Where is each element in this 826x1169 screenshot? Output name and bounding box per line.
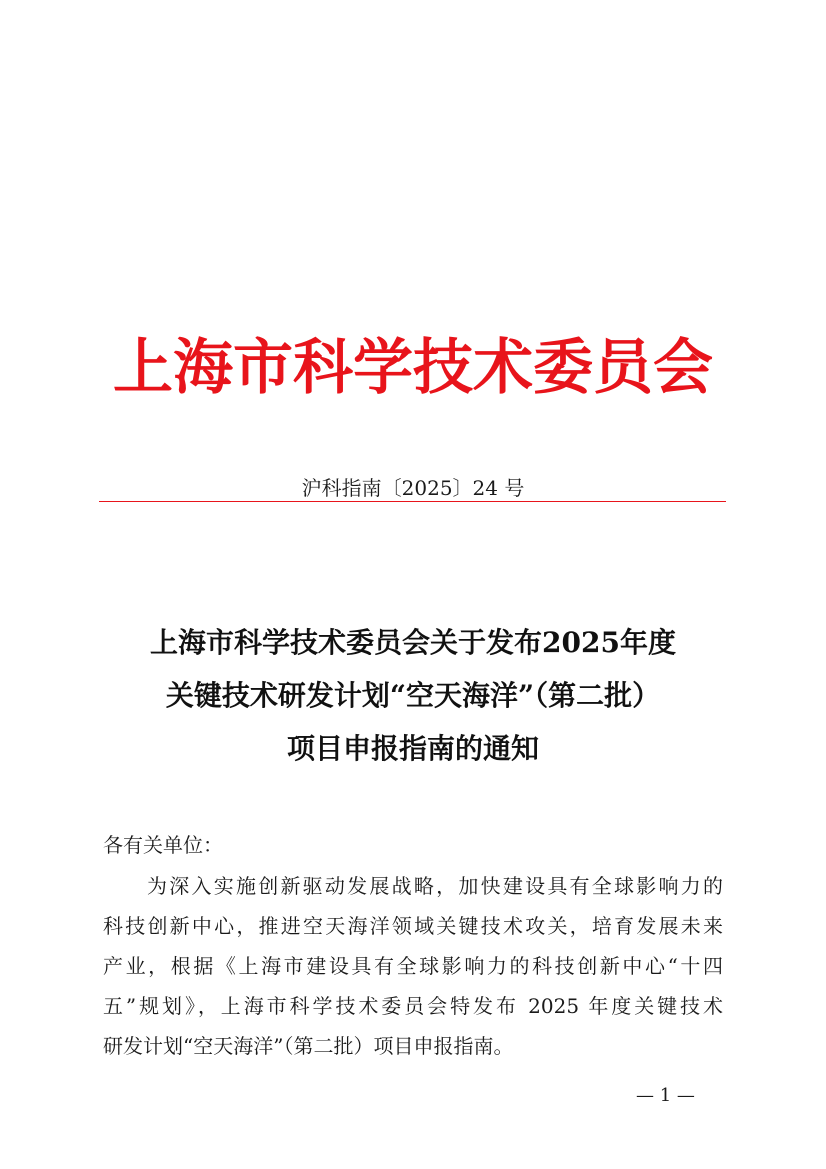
body-line: 产业，根据《上海市建设具有全球影响力的科技创新中心“十四 bbox=[103, 954, 723, 978]
title-line: 关键技术研发计划“空天海洋”（第二批） bbox=[165, 679, 661, 712]
body-line: 研发计划“空天海洋”（第二批）项目申报指南。 bbox=[103, 1034, 514, 1058]
body-line: 为深入实施创新驱动发展战略，加快建设具有全球影响力的 bbox=[147, 874, 723, 898]
page-number: — 1 — bbox=[636, 1085, 695, 1106]
title-line: 上海市科学技术委员会关于发布2025年度 bbox=[150, 626, 676, 659]
red-separator-line bbox=[99, 501, 726, 502]
body-line: 科技创新中心，推进空天海洋领域关键技术攻关，培育发展未来 bbox=[103, 914, 723, 938]
body-paragraph bbox=[103, 870, 723, 1070]
document-number: 沪科指南〔2025〕24 号 bbox=[301, 476, 525, 500]
salutation: 各有关单位： bbox=[103, 833, 223, 857]
body-line: 五”规划》，上海市科学技术委员会特发布 2025 年度关键技术 bbox=[103, 994, 723, 1018]
document-title bbox=[60, 616, 766, 775]
title-line: 项目申报指南的通知 bbox=[286, 732, 539, 765]
issuer-masthead: 上海市科学技术委员会 bbox=[113, 333, 713, 403]
